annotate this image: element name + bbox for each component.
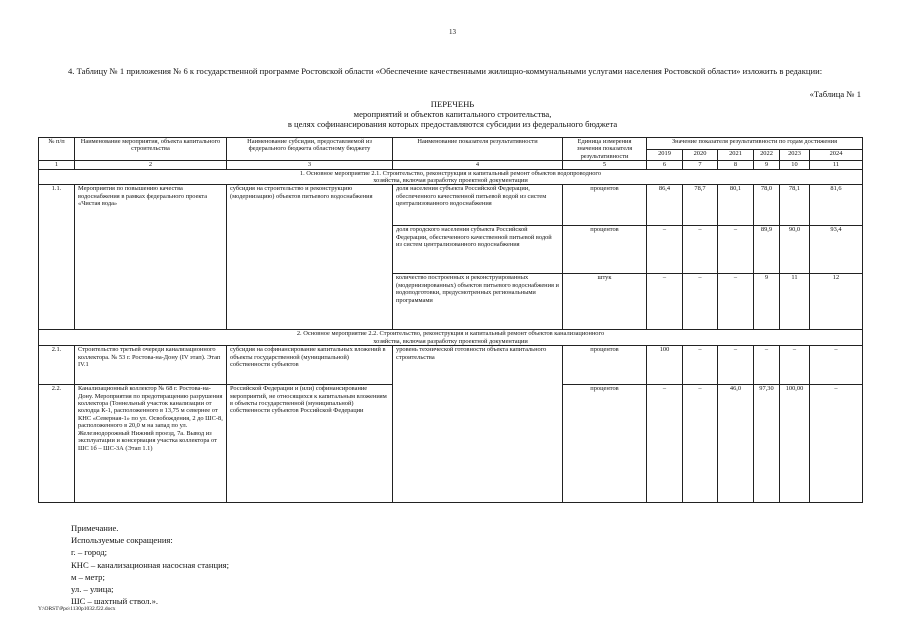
subsidy-cell: Российской Федерации и (или) софинансирование мероприятий, не относящихся к капитальным вложениям в объекты государственной (муниципальной) собственности субъектов Российской Федерации	[227, 385, 393, 503]
year-2021: 2021	[718, 149, 754, 161]
title-line-3: в целях софинансирования которых предоставляются субсидии из федерального бюджета	[287, 119, 618, 129]
value-cell: 89,9	[754, 226, 780, 274]
column-numbers-row	[39, 161, 863, 169]
file-path: Y:\ORST\Ppo\1130p1032.f22.docx	[38, 606, 116, 612]
value-cell: –	[780, 346, 810, 385]
note-line: ул. – улица;	[71, 584, 114, 595]
event-cell: Мероприятия по повышению качества водоснабжения в рамках федерального проекта «Чистая вода»	[75, 185, 227, 330]
unit-cell: штук	[563, 274, 647, 330]
col-number: 3	[227, 161, 393, 169]
section-1-title: 1. Основное мероприятие 2.1. Строительство, реконструкция и капитальный ремонт объектов водопроводного хозяйства, включая разработку проектной документации	[39, 169, 863, 185]
unit-cell: процентов	[563, 346, 647, 385]
value-cell: 90,0	[780, 226, 810, 274]
event-cell: Строительство третьей очереди канализационного коллектора. № 53 г. Ростова-на-Дону (IV этап). Этап IV.1	[75, 346, 227, 385]
indicator-cell: уровень технической готовности объекта капитального строительства	[393, 346, 563, 503]
unit-cell: процентов	[563, 185, 647, 226]
value-cell: –	[647, 226, 683, 274]
header-values: Значение показателя результативности по годам достижения	[647, 138, 863, 150]
events-table	[38, 137, 863, 503]
header-num: № п/п	[39, 138, 75, 161]
col-number: 7	[683, 161, 718, 169]
subsidy-cell: субсидия на строительство и реконструкцию (модернизацию) объектов питьевого водоснабжения	[227, 185, 393, 330]
notes-block	[71, 522, 229, 607]
table-reference: «Таблица № 1	[809, 89, 861, 99]
col-number: 5	[563, 161, 647, 169]
row-num: 2.1.	[39, 346, 75, 385]
value-cell: –	[718, 226, 754, 274]
year-2023: 2023	[780, 149, 810, 161]
value-cell: –	[810, 385, 863, 503]
col-number: 8	[718, 161, 754, 169]
value-cell: –	[810, 346, 863, 385]
value-cell: 78,0	[754, 185, 780, 226]
col-number: 1	[39, 161, 75, 169]
value-cell: 81,6	[810, 185, 863, 226]
indicator-cell: доля населения субъекта Российской Федерации, обеспеченного качественной питьевой водой из систем централизованного водоснабжения	[393, 185, 563, 226]
header-indicator: Наименование показателя результативности	[393, 138, 563, 161]
note-line: м – метр;	[71, 571, 105, 582]
year-2020: 2020	[683, 149, 718, 161]
header-event: Наименование мероприятия, объекта капитального строительства	[75, 138, 227, 161]
unit-cell: процентов	[563, 226, 647, 274]
header-unit: Единица измерения значения показателя результативности	[563, 138, 647, 161]
value-cell: 9	[754, 274, 780, 330]
value-cell: 80,1	[718, 185, 754, 226]
value-cell: –	[754, 346, 780, 385]
page-number: 13	[449, 28, 456, 36]
subsidy-cell: субсидия на софинансирование капитальных вложений в объекты государственной (муниципальной) собственности субъектов	[227, 346, 393, 385]
col-number: 10	[780, 161, 810, 169]
value-cell: 100	[647, 346, 683, 385]
value-cell: 78,1	[780, 185, 810, 226]
value-cell: 93,4	[810, 226, 863, 274]
value-cell: –	[683, 274, 718, 330]
value-cell: 86,4	[647, 185, 683, 226]
value-cell: 11	[780, 274, 810, 330]
value-cell: 46,0	[718, 385, 754, 503]
title-line-2: мероприятий и объектов капитального строительства,	[353, 109, 552, 119]
header-subsidy: Наименование субсидии, предоставляемой из федерального бюджета областному бюджету	[227, 138, 393, 161]
section-2-title: 2. Основное мероприятие 2.2. Строительство, реконструкция и капитальный ремонт объектов канализационного хозяйства, включая разработку проектной документации	[39, 330, 863, 346]
value-cell: –	[718, 274, 754, 330]
value-cell: –	[718, 346, 754, 385]
year-2024: 2024	[810, 149, 863, 161]
value-cell: –	[683, 385, 718, 503]
header-row	[39, 138, 863, 150]
note-line: Используемые сокращения:	[71, 535, 173, 546]
row-num: 2.2.	[39, 385, 75, 503]
value-cell: –	[683, 226, 718, 274]
col-number: 9	[754, 161, 780, 169]
col-number: 4	[393, 161, 563, 169]
value-cell: 78,7	[683, 185, 718, 226]
intro-paragraph: 4. Таблицу № 1 приложения № 6 к государственной программе Ростовской области «Обеспечение качественными жилищно-коммунальными услугами населения Ростовской области» изложить в редакции:	[68, 66, 823, 76]
indicator-cell: количество построенных и реконструированных (модернизированных) объектов питьевого водоснабжения и водоподготовки, предусмотренных региональными программами	[393, 274, 563, 330]
section-row-1	[39, 169, 863, 185]
row-num: 1.1.	[39, 185, 75, 330]
year-2019: 2019	[647, 149, 683, 161]
note-line: КНС – канализационная насосная станция;	[71, 559, 230, 570]
value-cell: 97,30	[754, 385, 780, 503]
table-row	[39, 346, 863, 385]
section-row-2	[39, 330, 863, 346]
value-cell: 100,00	[780, 385, 810, 503]
value-cell: –	[683, 346, 718, 385]
indicator-cell: доля городского населения субъекта Российской Федерации, обеспеченного качественной питьевой водой из систем централизованного водоснабжения	[393, 226, 563, 274]
table-row	[39, 185, 863, 226]
event-cell: Канализационный коллектор № 68 г. Ростова-на-Дону. Мероприятия по предотвращению разрушения коллектора (Тоннельный участок канализации от колодца К-1, расположенного в 13,75 м севернее от КНС «Северная-1» по ул. Освобождения, 2 до ШС-8, расположенного в 20,0 м на запад по ул. Железнодорожный Нижний проезд, 7а. Вывод из эксплуатации и консервация участка коллектора от ШС 1б – ШС-3А (Этап 1.1)	[75, 385, 227, 503]
value-cell: 12	[810, 274, 863, 330]
col-number: 2	[75, 161, 227, 169]
note-line: г. – город;	[71, 547, 108, 558]
col-number: 6	[647, 161, 683, 169]
unit-cell: процентов	[563, 385, 647, 503]
note-line: Примечание.	[71, 523, 119, 533]
title-line-1: ПЕРЕЧЕНЬ	[430, 99, 475, 109]
value-cell: –	[647, 385, 683, 503]
value-cell: –	[647, 274, 683, 330]
note-line: ШС – шахтный ствол.».	[71, 596, 159, 607]
col-number: 11	[810, 161, 863, 169]
year-2022: 2022	[754, 149, 780, 161]
